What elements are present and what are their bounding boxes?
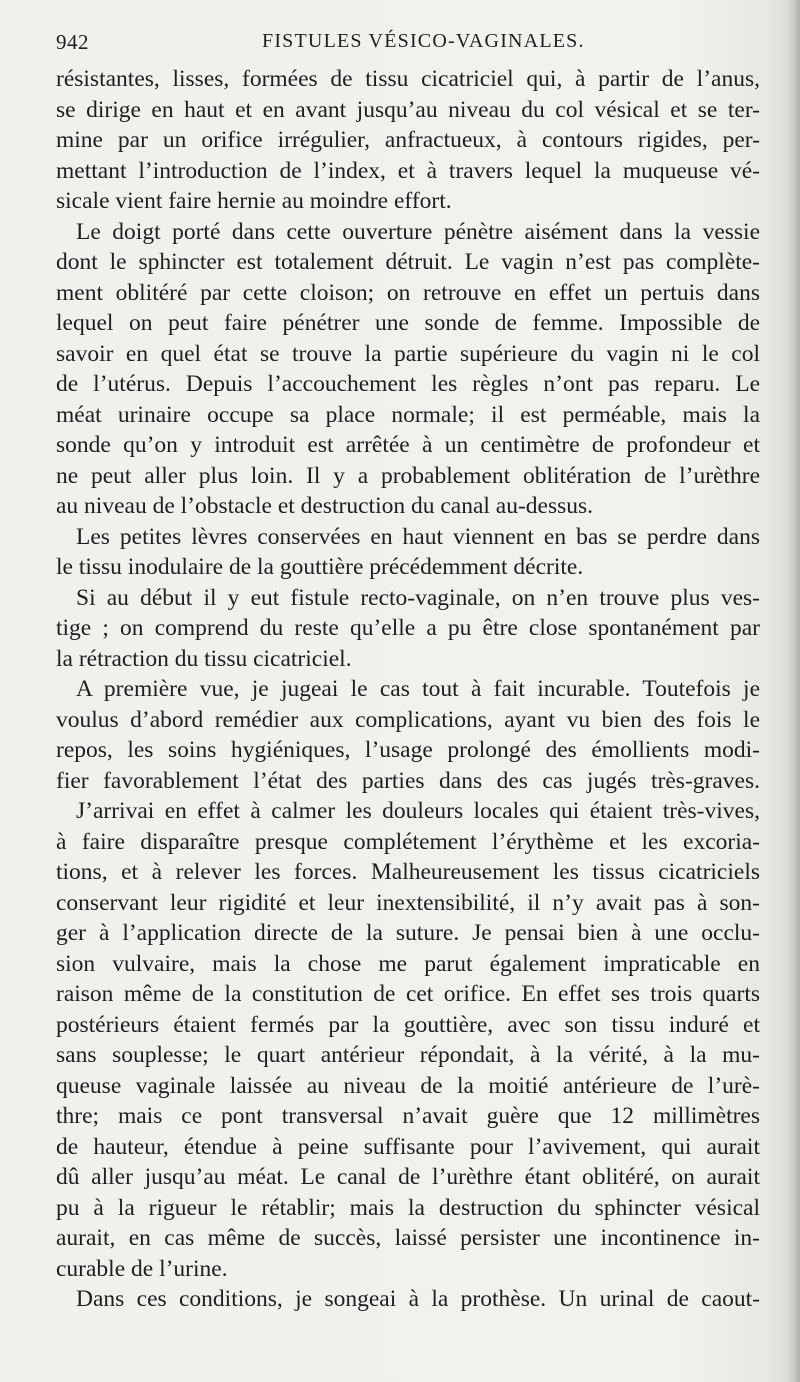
text-line: voulus d’abord remédier aux complications, ayant vu bien des fois le	[56, 706, 760, 733]
text-line: thre; mais ce pont transversal n’avait guère que 12 millimètres	[56, 1103, 760, 1129]
text-line: sans souplesse; le quart antérieur répondait, à la vérité, à la mu-	[56, 1042, 760, 1068]
text-line: sonde qu’on y introduit est arrêtée à un centimètre de profondeur et	[56, 432, 760, 458]
text-line: dont le sphincter est totalement détruit. Le vagin n’est pas complète-	[56, 249, 760, 275]
text-line: le tissu inodulaire de la gouttière précédemment décrite.	[56, 554, 584, 580]
text-line: Dans ces conditions, je songeai à la prothèse. Un urinal de caout-	[76, 1286, 760, 1312]
text-line: repos, les soins hygiéniques, l’usage prolongé des émollients modi-	[56, 737, 760, 763]
text-line: raison même de la constitution de cet orifice. En effet ses trois quarts	[56, 981, 760, 1007]
text-line: mine par un orifice irrégulier, anfractueux, à contours rigides, per-	[56, 127, 760, 153]
text-line: ne peut aller plus loin. Il y a probablement oblitération de l’urèthre	[56, 462, 760, 489]
running-head	[56, 30, 756, 58]
text-line: ger à l’application directe de la suture. Je pensai bien à une occlu-	[56, 920, 760, 946]
text-line: sion vulvaire, mais la chose me parut également impraticable en	[56, 950, 760, 977]
text-line: curable de l’urine.	[56, 1255, 228, 1282]
text-line: à faire disparaître presque complétement l’érythème et les excoria-	[56, 828, 760, 855]
text-line: conservant leur rigidité et leur inextensibilité, il n’y avait pas à son-	[56, 889, 760, 916]
text-line: se dirige en haut et en avant jusqu’au niveau du col vésical et se ter-	[56, 96, 760, 123]
text-line: pu à la rigueur le rétablir; mais la destruction du sphincter vésical	[56, 1194, 760, 1221]
page-number: 942	[56, 30, 89, 54]
text-line: queuse vaginale laissée au niveau de la moitié antérieure de l’urè-	[56, 1072, 760, 1099]
text-line: tige ; on comprend du reste qu’elle a pu être close spontanément par	[56, 615, 760, 641]
text-line: savoir en quel état se trouve la partie supérieure du vagin ni le col	[56, 340, 760, 367]
text-line: méat urinaire occupe sa place normale; il est perméable, mais la	[56, 401, 760, 428]
text-line: postérieurs étaient fermés par la gouttière, avec son tissu induré et	[56, 1011, 760, 1038]
text-line: A première vue, je jugeai le cas tout à fait incurable. Toutefois je	[76, 676, 760, 702]
page-edge-shadow	[786, 0, 800, 1382]
text-line: sicale vient faire hernie au moindre effort.	[56, 188, 452, 214]
body-text	[56, 64, 760, 1315]
text-line: tions, et à relever les forces. Malheureusement les tissus cicatriciels	[56, 859, 760, 885]
text-line: lequel on peut faire pénétrer une sonde de femme. Impossible de	[56, 310, 760, 336]
text-line: de hauteur, étendue à peine suffisante pour l’avivement, qui aurait	[56, 1133, 760, 1160]
text-line: Les petites lèvres conservées en haut viennent en bas se perdre dans	[76, 523, 760, 550]
text-line: au niveau de l’obstacle et destruction du canal au-dessus.	[56, 493, 594, 519]
running-title: FISTULES VÉSICO-VAGINALES.	[262, 30, 585, 52]
text-line: dû aller jusqu’au méat. Le canal de l’urèthre étant oblitéré, on aurait	[56, 1164, 760, 1190]
text-line: fier favorablement l’état des parties dans des cas jugés très-graves.	[56, 767, 760, 794]
text-line: résistantes, lisses, formées de tissu cicatriciel qui, à partir de l’anus,	[56, 66, 760, 92]
text-line: de l’utérus. Depuis l’accouchement les règles n’ont pas reparu. Le	[56, 371, 760, 397]
text-line: mettant l’introduction de l’index, et à travers lequel la muqueuse vé-	[56, 157, 760, 184]
text-line: Si au début il y eut fistule recto-vaginale, on n’en trouve plus ves-	[76, 584, 760, 611]
text-line: J’arrivai en effet à calmer les douleurs locales qui étaient très-vives,	[76, 798, 760, 824]
text-line: la rétraction du tissu cicatriciel.	[56, 645, 352, 672]
text-line: Le doigt porté dans cette ouverture pénètre aisément dans la vessie	[76, 218, 760, 245]
text-line: ment oblitéré par cette cloison; on retrouve en effet un pertuis dans	[56, 279, 760, 306]
text-line: aurait, en cas même de succès, laissé persister une incontinence in-	[56, 1225, 760, 1251]
